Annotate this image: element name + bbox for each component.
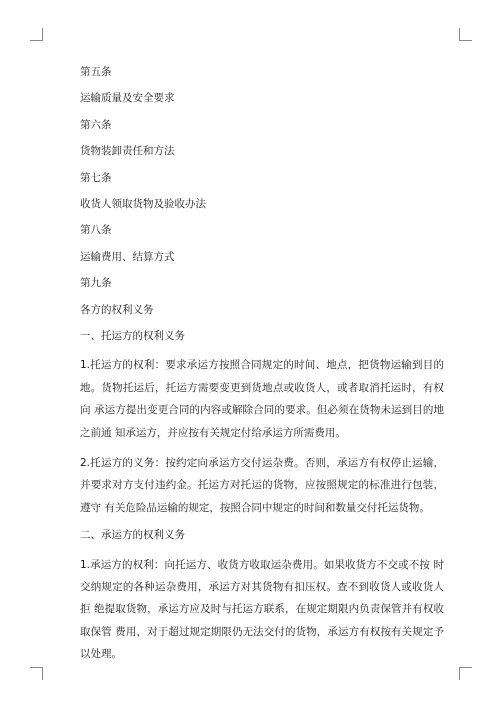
article-8-title: 运输费用、结算方式 [80,250,175,263]
document-body [80,64,444,674]
section-1-heading: 一、托运方的权利义务 [80,329,185,342]
paragraph-carrier-rights: 1.承运方的权利：向托运方、收货方收取运杂费用。如果收货方不交或不按 时交纳规定的各种运杂费用，承运方对其货物有扣压权。查不到收货人或收货人拒 绝提取货物，承运方应及时与托运方联系，在规定期限内负责保管并有权收取保管 费用，对于超过规定期限仍无法交付的货物，承运方有权按有关规定予以处理。 [80,558,444,661]
article-5-heading: 第五条 [80,66,112,78]
crop-mark-top-left [30,28,43,41]
crop-mark-bottom-left [30,667,43,680]
paragraph-shipper-obligations: 2.托运方的义务：按约定向承运方交付运杂费。否则，承运方有权停止运输，并要求对方支付违约金。托运方对托运的货物，应按照规定的标准进行包装，遵守 有关危险品运输的规定，按照合同中规定的时间和数量交付托运货物。 [80,456,444,514]
article-5-title: 运输质量及安全要求 [80,92,175,105]
section-2-heading: 二、承运方的权利义务 [80,529,185,542]
article-7-title: 收货人领取货物及验收办法 [80,197,206,210]
article-6-heading: 第六条 [80,118,112,131]
article-9-heading: 第九条 [80,277,112,290]
paragraph-shipper-rights: 1.托运方的权利：要求承运方按照合同规定的时间、地点，把货物运输到目的地。货物托运后，托运方需要变更到货地点或收货人，或者取消托运时，有权向 承运方提出变更合同的内容或解除合同的要求。但必须在货物未运到目的地之前通 知承运方，并应按有关规定付给承运方所需费用。 [80,359,444,439]
crop-mark-top-right [459,28,472,41]
article-6-title: 货物装卸责任和方法 [80,145,175,158]
article-7-heading: 第七条 [80,171,112,184]
article-9-title: 各方的权利义务 [80,303,154,316]
crop-mark-bottom-right [459,667,472,680]
article-8-heading: 第八条 [80,224,112,237]
